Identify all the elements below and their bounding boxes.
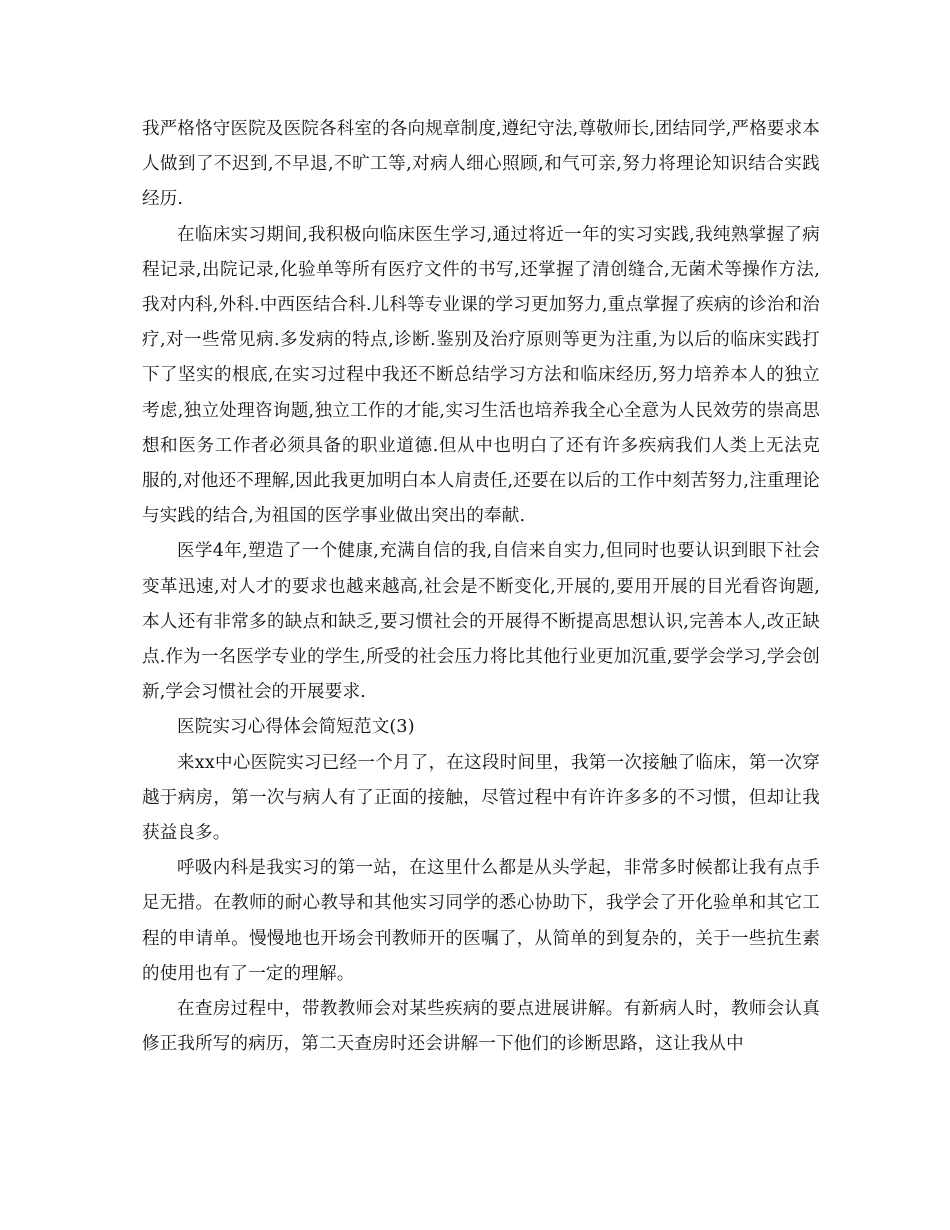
paragraph-2: 在临床实习期间,我积极向临床医生学习,通过将近一年的实习实践,我纯熟掌握了病程记录,出院记录,化验单等所有医疗文件的书写,还掌握了清创缝合,无菌术等操作方法,我对内科,外科.中西医结合科.儿科等专业课的学习更加努力,重点掌握了疾病的诊治和治疗,对一些常见病.多发病的特点,诊断.鉴别及治疗原则等更为注重,为以后的临床实践打下了坚实的根底,在实习过程中我还不断总结学习方法和临床经历,努力培养本人的独立考虑,独立处理咨询题,独立工作的才能,实习生活也培养我全心全意为人民效劳的崇高思想和医务工作者必须具备的职业道德.但从中也明白了还有许多疾病我们人类上无法克服的,对他还不理解,因此我更加明白本人肩责任,还要在以后的工作中刻苦努力,注重理论与实践的结合,为祖国的医学事业做出突出的奉献. (142, 224, 820, 527)
paragraph-1: 我严格恪守医院及医院各科室的各向规章制度,遵纪守法,尊敬师长,团结同学,严格要求本人做到了不迟到,不早退,不旷工等,对病人细心照顾,和气可亲,努力将理论知识结合实践经历. (142, 119, 820, 210)
document-body (142, 112, 820, 1062)
section-heading: 医院实习心得体会简短范文(3) (177, 717, 415, 738)
paragraph-6: 在查房过程中，带教教师会对某些疾病的要点进展讲解。有新病人时，教师会认真修正我所写的病历，第二天查房时还会讲解一下他们的诊断思路，这让我从中 (142, 999, 820, 1055)
paragraph-5: 呼吸内科是我实习的第一站，在这里什么都是从头学起，非常多时候都让我有点手足无措。在教师的耐心教导和其他实习同学的悉心协助下，我学会了开化验单和其它工程的申请单。慢慢地也开场会刊教师开的医嘱了，从简单的到复杂的，关于一些抗生素的使用也有了一定的理解。 (142, 858, 820, 984)
paragraph-4: 来xx中心医院实习已经一个月了，在这段时间里，我第一次接触了临床，第一次穿越于病房，第一次与病人有了正面的接触，尽管过程中有许许多多的不习惯，但却让我获益良多。 (142, 752, 820, 844)
paragraph-3: 医学4年,塑造了一个健康,充满自信的我,自信来自实力,但同时也要认识到眼下社会变革迅速,对人才的要求也越来越高,社会是不断变化,开展的,要用开展的目光看咨询题,本人还有非常多的缺点和缺乏,要习惯社会的开展得不断提高思想认识,完善本人,改正缺点.作为一名医学专业的学生,所受的社会压力将比其他行业更加沉重,要学会学习,学会创新,学会习惯社会的开展要求. (142, 541, 820, 703)
